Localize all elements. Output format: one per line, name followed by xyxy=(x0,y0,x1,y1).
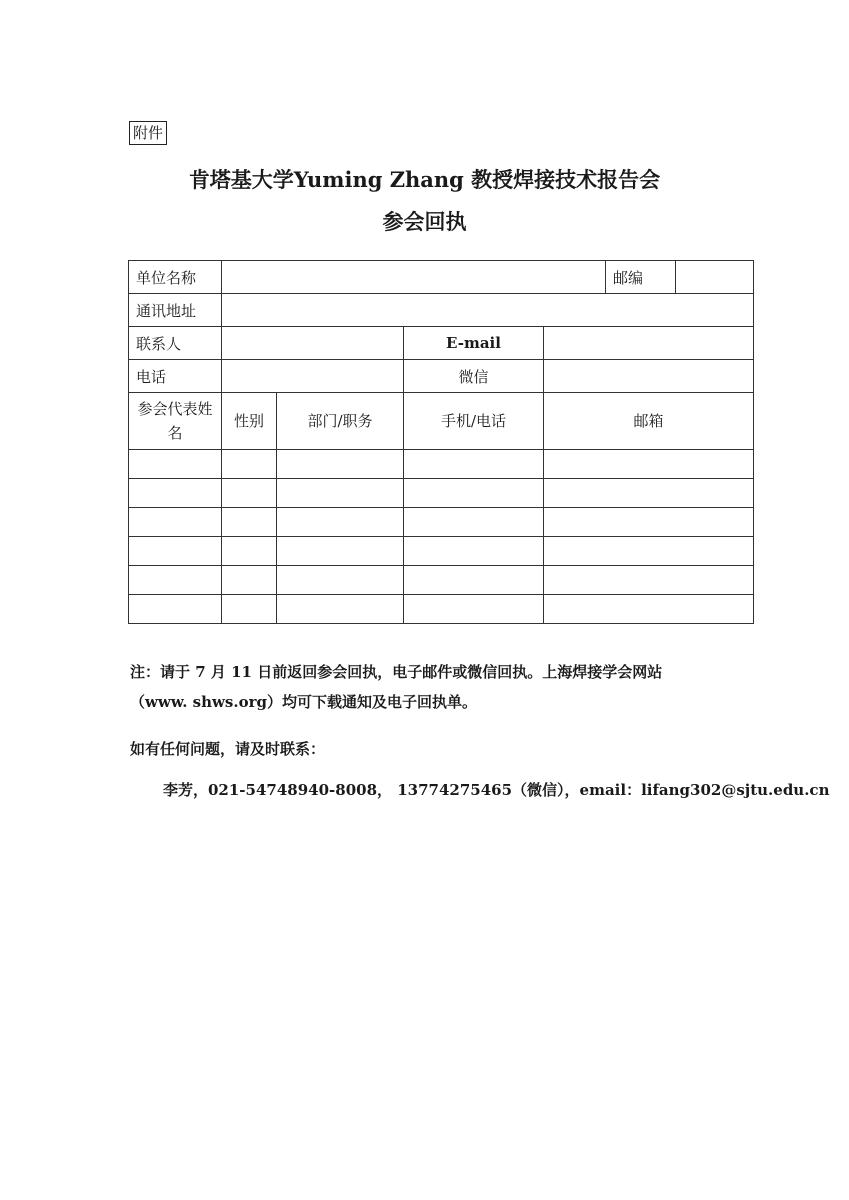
gender-header: 性别 xyxy=(222,393,277,450)
mobile-cell[interactable] xyxy=(404,566,544,595)
mobile-cell[interactable] xyxy=(404,479,544,508)
mobile-cell[interactable] xyxy=(404,450,544,479)
mailbox-header: 邮箱 xyxy=(544,393,754,450)
phone-label: 电话 xyxy=(129,360,222,393)
gender-cell[interactable] xyxy=(222,537,277,566)
postcode-label: 邮编 xyxy=(606,261,676,293)
gender-cell[interactable] xyxy=(222,566,277,595)
mailbox-cell[interactable] xyxy=(544,537,754,566)
unit-name-field[interactable] xyxy=(222,261,606,294)
mobile-phone-header: 手机/电话 xyxy=(404,393,544,450)
department-cell[interactable] xyxy=(277,537,404,566)
postcode-field[interactable] xyxy=(676,261,753,293)
representative-name-cell[interactable] xyxy=(129,450,222,479)
contact-intro: 如有任何问题，请及时联系： xyxy=(130,740,326,758)
attachment-label: 附件 xyxy=(129,121,167,145)
contact-details: 李芳，021-54748940-8008， 13774275465（微信），email：lifang302@sjtu.edu.cn xyxy=(163,781,830,799)
page-title: 肯塔基大学Yuming Zhang 教授焊接技术报告会 xyxy=(188,167,661,192)
mailbox-cell[interactable] xyxy=(544,479,754,508)
address-label: 通讯地址 xyxy=(129,294,222,327)
gender-cell[interactable] xyxy=(222,508,277,537)
mobile-cell[interactable] xyxy=(404,595,544,624)
representative-name-cell[interactable] xyxy=(129,566,222,595)
department-position-header: 部门/职务 xyxy=(277,393,404,450)
mobile-cell[interactable] xyxy=(404,537,544,566)
note-text xyxy=(130,657,750,717)
wechat-label: 微信 xyxy=(404,360,544,393)
representative-name-cell[interactable] xyxy=(129,595,222,624)
address-field[interactable] xyxy=(222,294,754,327)
table-row xyxy=(129,566,754,595)
note-line-1: 注：请于 7 月 11 日前返回参会回执，电子邮件或微信回执。上海焊接学会网站 xyxy=(130,663,663,681)
mailbox-cell[interactable] xyxy=(544,508,754,537)
wechat-field[interactable] xyxy=(544,360,754,393)
department-cell[interactable] xyxy=(277,508,404,537)
gender-cell[interactable] xyxy=(222,595,277,624)
unit-name-label: 单位名称 xyxy=(129,261,222,294)
representative-name-cell[interactable] xyxy=(129,479,222,508)
representative-name-cell[interactable] xyxy=(129,537,222,566)
postcode-cell xyxy=(606,261,754,294)
phone-field[interactable] xyxy=(222,360,404,393)
registration-form-table xyxy=(128,260,754,624)
department-cell[interactable] xyxy=(277,450,404,479)
contact-person-field[interactable] xyxy=(222,327,404,360)
gender-cell[interactable] xyxy=(222,450,277,479)
department-cell[interactable] xyxy=(277,479,404,508)
mailbox-cell[interactable] xyxy=(544,595,754,624)
representative-name-header: 参会代表姓名 xyxy=(129,393,222,450)
table-row xyxy=(129,508,754,537)
department-cell[interactable] xyxy=(277,566,404,595)
table-row xyxy=(129,479,754,508)
department-cell[interactable] xyxy=(277,595,404,624)
page-subtitle: 参会回执 xyxy=(382,209,467,234)
mailbox-cell[interactable] xyxy=(544,566,754,595)
table-row xyxy=(129,450,754,479)
gender-cell[interactable] xyxy=(222,479,277,508)
mailbox-cell[interactable] xyxy=(544,450,754,479)
contact-person-label: 联系人 xyxy=(129,327,222,360)
email-field[interactable] xyxy=(544,327,754,360)
table-row xyxy=(129,595,754,624)
representative-name-cell[interactable] xyxy=(129,508,222,537)
email-label: E-mail xyxy=(404,327,544,360)
note-line-2: （www. shws.org）均可下载通知及电子回执单。 xyxy=(130,693,478,711)
mobile-cell[interactable] xyxy=(404,508,544,537)
table-row xyxy=(129,537,754,566)
